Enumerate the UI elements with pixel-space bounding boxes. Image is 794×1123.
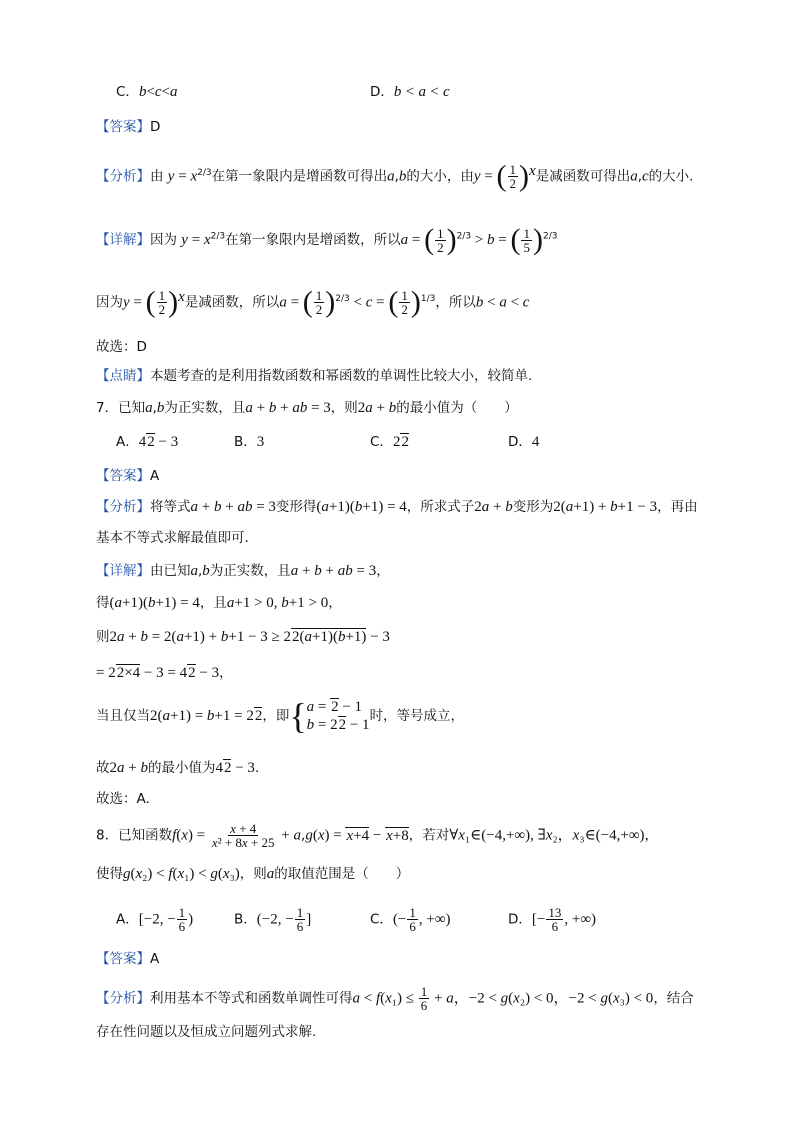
comment-line: 【点睛】本题考查的是利用指数函数和幂函数的单调性比较大小，较简单. (96, 368, 533, 384)
question-8: 8．已知函数f(x) = $\frac{x + 4}{\text{x² + 8x + 25}}$ + a,g(x) = x+4 − x+8，若对∀x₁∈(−4,+∞), ∃x₂，x₃∈(−4,+∞)， (96, 821, 659, 850)
detail-line-4: 得(a+1)(b+1) = 4，且a+1 > 0, b+1 > 0， (96, 595, 342, 611)
q8-option-c: C．(− $\frac{1}{6}$ , +∞) (370, 905, 451, 934)
choose-a: 故选：A. (96, 791, 150, 807)
detail-line-5: 则2a + b = 2(a+1) + b+1 − 3 ≥ 22(a+1)(b+1) − 3 (96, 629, 390, 645)
detail-line-1: 【详解】因为 $y = x^{2/3}$在第一象限内是增函数，所以a = ( $\frac{1}{2}$ )$^{2/3}$ > b = ( $\frac{1}{5}$ )$^{2/3}$ (96, 223, 558, 256)
question-7: 7．已知a,b为正实数，且a + b + ab = 3，则2a + b的最小值为（ ） (96, 400, 518, 416)
analysis-line-3b: 存在性问题以及恒成立问题列式求解. (96, 1024, 317, 1040)
q8-option-a: A．[−2, − $\frac{1}{6}$ ) (116, 905, 194, 934)
q7-option-a: A．42 − 3 (116, 434, 179, 450)
detail-line-7: 当且仅当2(a+1) = b+1 = 22，即{ a = 2 − 1 b = 22 − 1 时，等号成立， (96, 696, 465, 736)
q8-options (116, 906, 596, 933)
q8-option-b: B．(−2, − $\frac{1}{6}$ ] (234, 905, 312, 934)
choose-d: 故选：D (96, 339, 147, 355)
answer-line-1: 【答案】D (96, 119, 161, 135)
analysis-tag: 【分析】 (96, 168, 150, 185)
q7-option-c: C．22 (370, 434, 409, 450)
q7-options (116, 432, 539, 452)
answer-tag: 【答案】 (96, 119, 150, 135)
analysis-line-3: 【分析】利用基本不等式和函数单调性可得a < f(x₁) ≤ $\frac{1}{6}$ + a，−2 < g(x₂) < 0，−2 < g(x₃) < 0，结合 (96, 984, 694, 1013)
analysis-line-2b: 基本不等式求解最值即可. (96, 530, 249, 546)
comment-tag: 【点睛】 (96, 368, 150, 384)
question-8-cont: 使得g(x₂) < f(x₁) < g(x₃)，则a的取值范围是（ ） (96, 866, 410, 882)
detail-tag: 【详解】 (96, 232, 150, 248)
analysis-line-1: 【分析】由 $y = x^{2/3}$在第一象限内是增函数可得出a,b的大小，由y = ( $\frac{1}{2}$ )$^x$是减函数可得出a,c的大小. (96, 159, 694, 193)
prev-option-c: C．b<c<a (116, 84, 178, 100)
q8-option-d: D．[− $\frac{13}{6}$ , +∞) (508, 905, 597, 934)
detail-line-8: 故2a + b的最小值为42 − 3. (96, 760, 260, 776)
q7-option-b: B．3 (234, 434, 265, 450)
detail-line-2: 因为y = ( $\frac{1}{2}$ )$^x$是减函数，所以a = ( $\frac{1}{2}$ )$^{2/3}$ < c = ( $\frac{1}{2}$ )$^{1/3}$，所以b < a < c (96, 285, 530, 319)
analysis-line-2: 【分析】将等式a + b + ab = 3变形得(a+1)(b+1) = 4，所求式子2a + b变形为2(a+1) + b+1 − 3，再由 (96, 499, 698, 515)
detail-line-6: = 22×4 − 3 = 42 − 3， (96, 665, 233, 681)
answer-line-2: 【答案】A (96, 468, 160, 484)
prev-option-d: D．b < a < c (370, 84, 450, 100)
answer-line-3: 【答案】A (96, 951, 160, 967)
detail-line-3: 【详解】由已知a,b为正实数，且a + b + ab = 3， (96, 563, 390, 579)
q7-option-d: D．4 (508, 434, 540, 450)
